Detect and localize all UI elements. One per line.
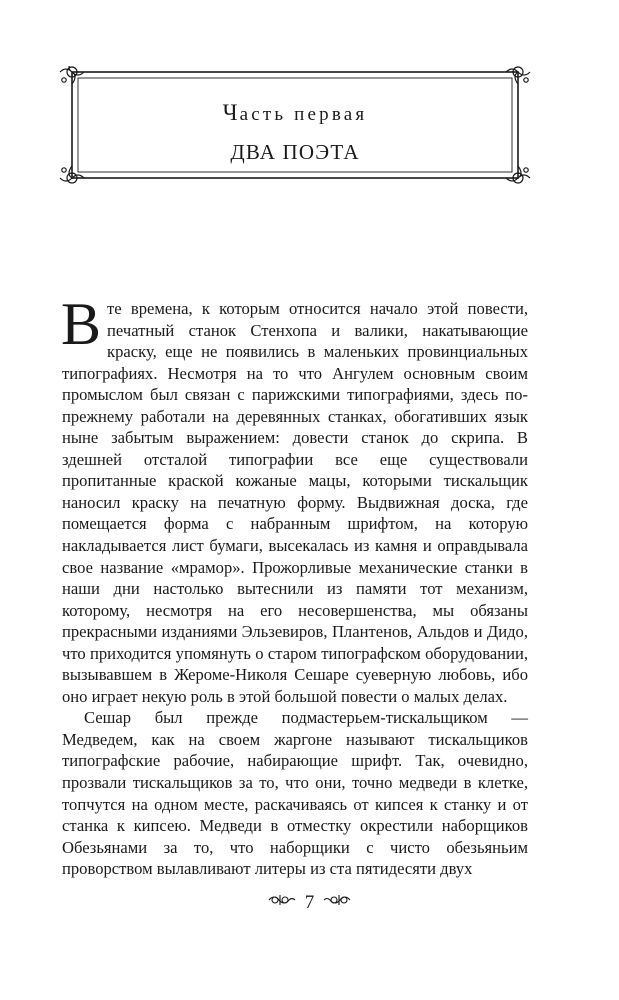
book-title: ДВА ПОЭТА [230, 140, 360, 164]
body-text [61, 291, 528, 880]
page-number: 7 [304, 891, 315, 913]
paragraph [62, 707, 528, 879]
part-heading [58, 100, 532, 126]
part-heading-cap: Ч [222, 100, 240, 125]
title-frame [58, 66, 532, 184]
left-ornament-icon [267, 892, 297, 914]
paragraph [61, 291, 528, 707]
paragraph-1-text: те времена, к которым относится начало этой повести, печатный станок Стенхопа и валики, накатывающие краску, еще не появились в маленьких провинциальных типографиях. Несмотря на то что Ангулем основным своим промыслом был связан с парижскими типографиями, здесь по-прежнему работали на деревянных станках, обогативших язык ныне забытым выражением: довести станок до скрипа. В здешней отсталой типографии все еще существовали пропитанные краской кожаные мацы, которыми тискальщик наносил краску на печатную форму. Выдвижная доска, где помещается форма с набранным шрифтом, на которую накладывается лист бумаги, высекалась из камня и оправдывала свое название «мрамор». Прожорливые механические станки в наши дни настолько вытеснили из памяти тот механизм, которому, несмотря на его несовершенства, мы обязаны прекрасными изданиями Эльзевиров, Плантенов, Альдов и Дидо, что приходится упомянуть о старом типографском оборудовании, вызывавшем в Жероме-Николя Сешаре суеверную любовь, ибо оно играет некую роль в этой большой повести о малых делах. [62, 299, 528, 706]
part-heading-rest: асть первая [239, 104, 368, 125]
drop-cap: В [61, 291, 102, 357]
right-ornament-icon [322, 892, 352, 914]
paragraph-2-text: Сешар был прежде подмастерьем-тискальщиком — Медведем, как на своем жаргоне называют тискальщиков типографские рабочие, набирающие шрифт. Так, очевидно, прозвали тискальщиков за то, что они, точно медведи в клетке, топчутся на одном месте, раскачиваясь от кипсея к станку и от станка к кипсею. Медведи в отместку окрестили наборщиков Обезьянами за то, что наборщики с чисто обезьяньим проворством вылавливают литеры из ста пятидесяти двух [62, 708, 528, 879]
page-footer [0, 891, 619, 914]
